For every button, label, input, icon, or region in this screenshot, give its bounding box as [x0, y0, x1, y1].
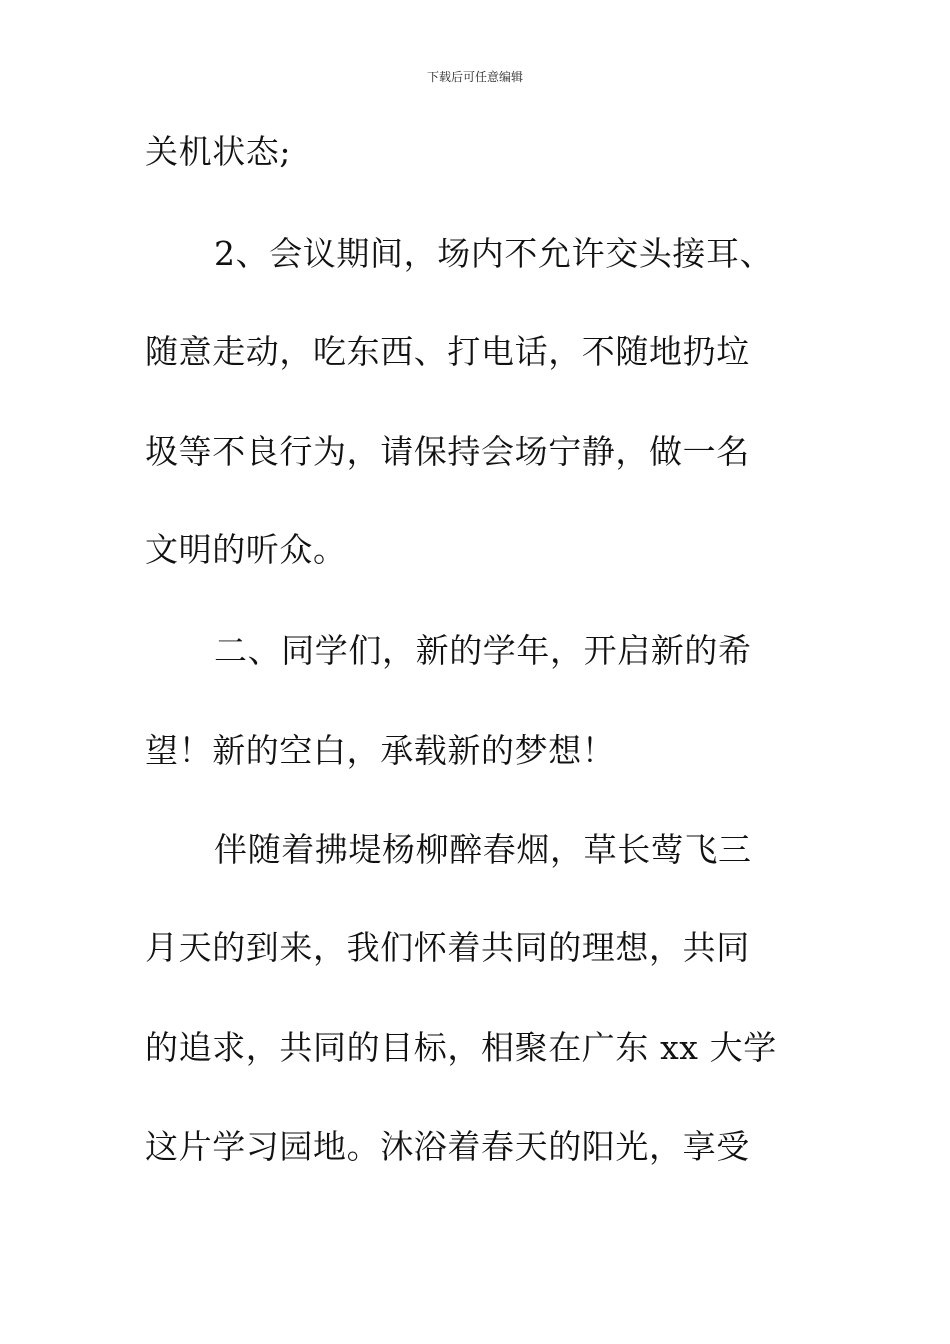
text-line: 文明的听众。 [145, 530, 347, 569]
text-line: 2、会议期间，场内不允许交头接耳、 [214, 234, 774, 273]
text-line: 的追求，共同的目标，相聚在广东 xx 大学 [145, 1028, 777, 1067]
text-line: 圾等不良行为，请保持会场宁静，做一名 [145, 432, 750, 471]
text-line: 关机状态; [145, 132, 292, 171]
page-header: 下载后可任意编辑 [426, 70, 523, 84]
text-line: 二、同学们，新的学年，开启新的希 [214, 631, 752, 670]
text-line: 伴随着拂堤杨柳醉春烟，草长莺飞三 [214, 830, 752, 869]
text-line: 月天的到来，我们怀着共同的理想，共同 [145, 928, 750, 967]
text-line: 望！新的空白，承载新的梦想！ [145, 731, 616, 770]
text-line: 这片学习园地。沐浴着春天的阳光，享受 [145, 1127, 750, 1166]
text-line: 随意走动，吃东西、打电话，不随地扔垃 [145, 332, 750, 371]
